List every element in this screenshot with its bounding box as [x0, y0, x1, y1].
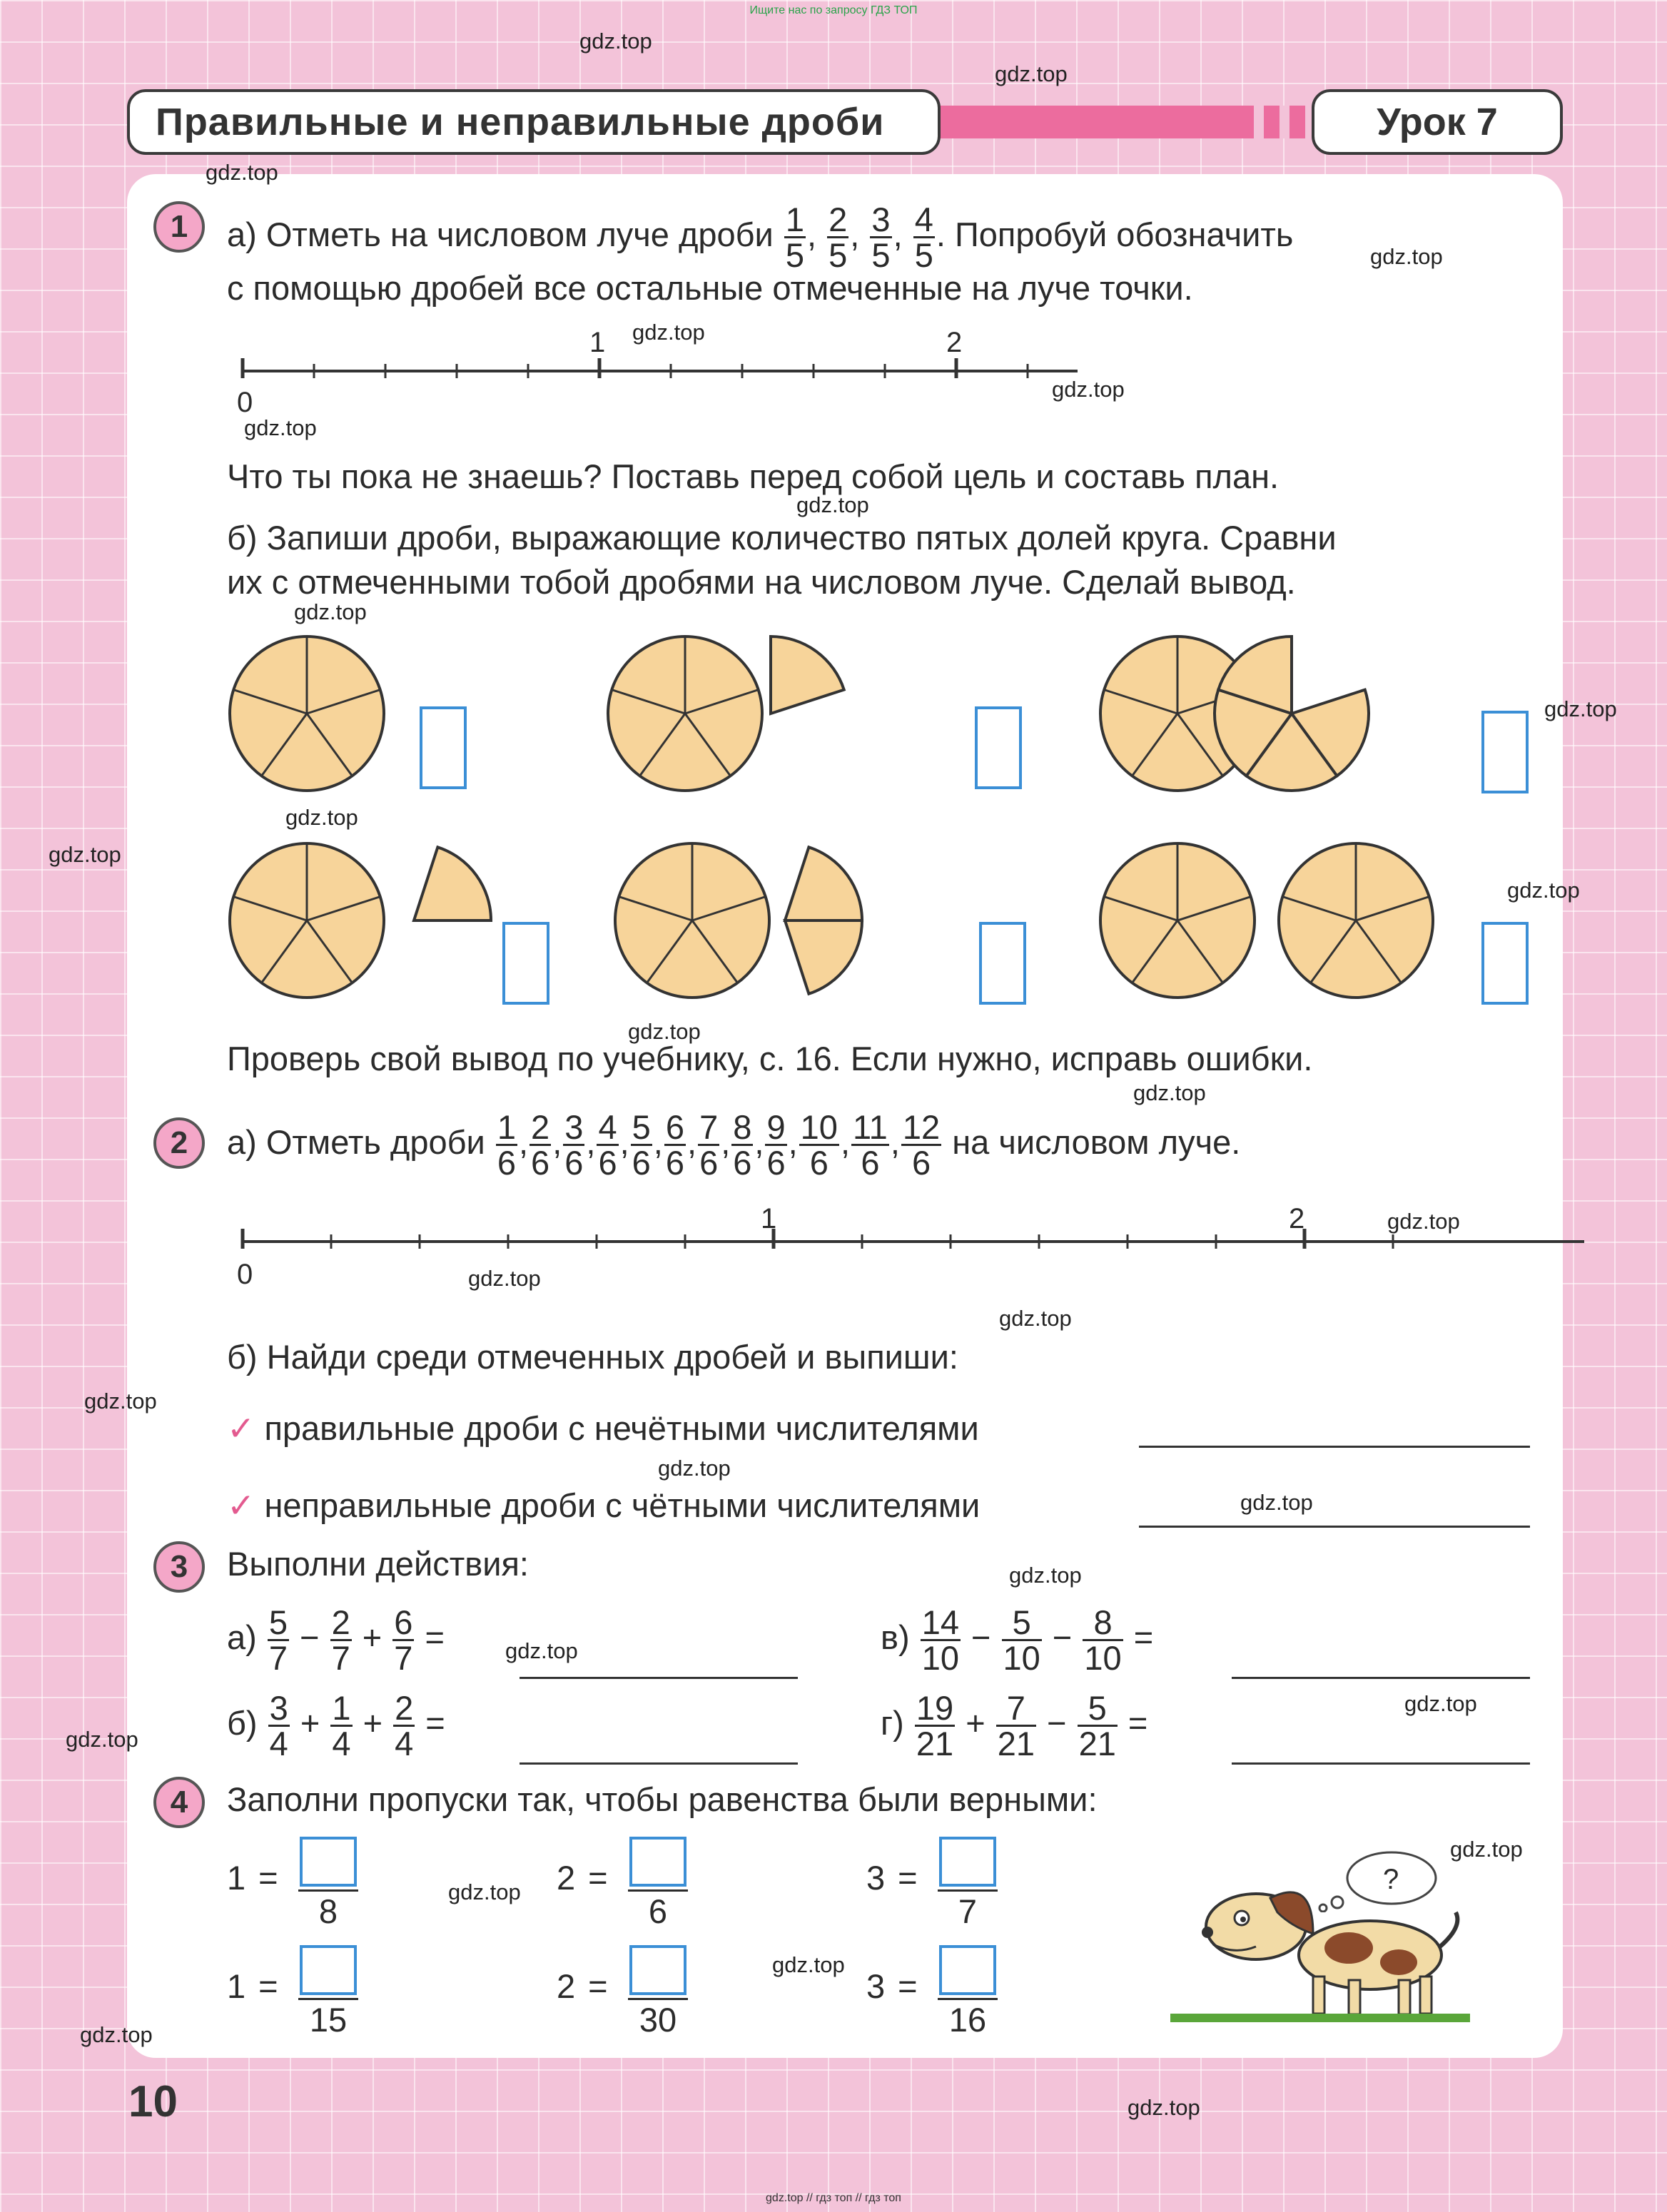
watermark: gdz.top: [1052, 377, 1125, 402]
watermark: gdz.top: [49, 842, 121, 867]
task1-a-prefix: а) Отметь на числовом луче дроби: [227, 215, 774, 253]
circles-figure: [214, 614, 1556, 1013]
numerator-box[interactable]: [300, 1837, 357, 1887]
task2-fractions: $\frac{1}{6}$ , $\frac{2}{6}$ , $\frac{3}{6}$ , $\frac{4}{6}$ , $\frac{5}{6}$ , $\frac{6}{6}$ , $\frac{7}{6}$ , $\frac{8}{6}$ , $\frac{9}{6}$ , $\frac{10}{6}$ , $\frac{11}{6}$ , $\frac{12}{6}$: [497, 1108, 941, 1182]
task1-question: Что ты пока не знаешь? Поставь перед собой цель и составь план.: [227, 457, 1280, 495]
fraction: $\frac{2}{4}$: [395, 1689, 414, 1762]
ray1-one: 1: [589, 327, 606, 358]
task2-b: б) Найди среди отмеченных дробей и выпиши:: [227, 1338, 958, 1376]
watermark: gdz.top: [1544, 696, 1617, 721]
numerator-box[interactable]: [629, 1945, 686, 1995]
numerator-box[interactable]: [300, 1945, 357, 1995]
fraction: $\frac{6}{6}$: [665, 1108, 684, 1182]
fill-in-fraction: 7: [938, 1837, 998, 1931]
answer-box-6[interactable]: [1481, 922, 1529, 1005]
fraction: $\frac{5}{10}$: [1003, 1603, 1040, 1677]
task1-a-line2: с помощью дробей все остальные отмеченные на луче точки.: [227, 269, 1193, 307]
task3-number: 3: [153, 1541, 205, 1593]
task1-number: 1: [153, 201, 205, 253]
ray-ticks: [243, 1229, 1393, 1249]
fraction: $\frac{10}{6}$: [800, 1108, 838, 1182]
fraction: $\frac{11}{6}$: [853, 1108, 888, 1182]
thought-question: ?: [1383, 1864, 1399, 1895]
check-icon: ✓: [227, 1486, 255, 1524]
watermark: gdz.top: [1370, 244, 1443, 269]
fraction: $\frac{5}{21}$: [1078, 1689, 1116, 1762]
header-stripes: [1238, 106, 1324, 138]
answer-line-3b[interactable]: [520, 1762, 798, 1765]
ray-ticks: [243, 358, 1028, 378]
answer-box-1[interactable]: [420, 706, 467, 789]
task1-check: Проверь свой вывод по учебнику, с. 16. Если нужно, исправь ошибки.: [227, 1040, 1313, 1077]
task4-number: 4: [153, 1777, 205, 1828]
task3-b: б) $\frac{3}{4}$ + $\frac{1}{4}$ + $\frac{2}{4}$ =: [227, 1689, 445, 1762]
answer-line-3a[interactable]: [520, 1677, 798, 1679]
watermark: gdz.top: [505, 1638, 578, 1663]
fraction: $\frac{12}{6}$: [902, 1108, 941, 1182]
top-notice: Ищите нас по запросу ГДЗ ТОП: [749, 4, 918, 16]
ray1-two: 2: [946, 327, 963, 358]
answer-box-2[interactable]: [975, 706, 1022, 789]
watermark: gdz.top: [999, 1306, 1072, 1331]
circle-sector: [414, 847, 491, 920]
watermark: gdz.top: [468, 1266, 541, 1291]
fraction: $\frac{19}{21}$: [916, 1689, 954, 1762]
answer-box-4[interactable]: [502, 922, 549, 1005]
watermark: gdz.top: [80, 2022, 153, 2047]
equality: 1 =: [227, 1859, 278, 1897]
fraction: $\frac{8}{10}$: [1084, 1603, 1122, 1677]
bottom-notice: gdz.top // гдз топ // гдз топ: [766, 2192, 901, 2204]
task2-b2-text: неправильные дроби с чётными числителями: [264, 1486, 981, 1524]
fraction: $\frac{2}{7}$: [331, 1603, 350, 1677]
fill-in-fraction: 16: [938, 1945, 998, 2039]
task4-title: Заполни пропуски так, чтобы равенства были верными:: [227, 1780, 1098, 1818]
watermark: gdz.top: [1009, 1563, 1082, 1588]
fraction: $\frac{8}{6}$: [733, 1108, 752, 1182]
watermark: gdz.top: [579, 29, 652, 54]
ray1-zero: 0: [237, 387, 253, 418]
watermark: gdz.top: [84, 1389, 157, 1414]
answer-line-3v[interactable]: [1232, 1677, 1530, 1679]
watermark: gdz.top: [66, 1727, 138, 1752]
answer-line-b2[interactable]: [1139, 1526, 1530, 1528]
watermark: gdz.top: [1507, 878, 1580, 903]
answer-box-5[interactable]: [979, 922, 1026, 1005]
ray2-two: 2: [1289, 1203, 1305, 1234]
watermark: gdz.top: [1133, 1080, 1206, 1105]
fraction: $\frac{4}{5}$: [914, 201, 933, 274]
numerator-box[interactable]: [939, 1945, 996, 1995]
watermark: gdz.top: [632, 320, 705, 345]
watermark: gdz.top: [1450, 1837, 1523, 1862]
fraction: $\frac{7}{6}$: [699, 1108, 719, 1182]
answer-line-3g[interactable]: [1232, 1762, 1530, 1765]
watermark: gdz.top: [285, 805, 358, 830]
task3-title: Выполни действия:: [227, 1545, 529, 1583]
watermark: gdz.top: [1404, 1691, 1477, 1716]
task2-b2: [227, 1486, 980, 1526]
watermark: gdz.top: [1128, 2095, 1200, 2120]
equality: 3 =: [866, 1967, 918, 2005]
task2-b1: [227, 1409, 979, 1449]
fraction: $\frac{9}{6}$: [766, 1108, 786, 1182]
numerator-box[interactable]: [939, 1837, 996, 1887]
fill-in-fraction: 30: [628, 1945, 688, 2039]
check-icon: ✓: [227, 1409, 255, 1447]
watermark: gdz.top: [244, 415, 317, 440]
equality: 1 =: [227, 1967, 278, 2005]
equality: 3 =: [866, 1859, 918, 1897]
watermark: gdz.top: [796, 492, 869, 517]
circle-sector: [785, 847, 862, 920]
watermark: gdz.top: [1240, 1490, 1313, 1515]
fraction: $\frac{5}{6}$: [632, 1108, 651, 1182]
watermark: gdz.top: [1387, 1209, 1460, 1234]
page-number: 10: [128, 2077, 178, 2126]
fraction: $\frac{3}{5}$: [871, 201, 891, 274]
task1-a-line1: а) Отметь на числовом луче дроби $\frac{1}{5}$ , $\frac{2}{5}$ , $\frac{3}{5}$ , $\frac{4}{5}$ . Попробуй обозначить: [227, 201, 1294, 274]
task3-v: в) $\frac{14}{10}$ − $\frac{5}{10}$ − $\frac{8}{10}$ =: [881, 1603, 1154, 1677]
fraction: $\frac{1}{6}$: [497, 1108, 516, 1182]
thought-bubble: [1313, 1848, 1441, 1912]
watermark: gdz.top: [448, 1879, 521, 1904]
task3-a: а) $\frac{5}{7}$ − $\frac{2}{7}$ + $\frac{6}{7}$ =: [227, 1603, 445, 1677]
watermark: gdz.top: [628, 1019, 701, 1044]
fraction: $\frac{1}{5}$: [785, 201, 805, 274]
lesson-label: Урок 7: [1312, 89, 1563, 155]
task2-b1-text: правильные дроби с нечётными числителями: [264, 1409, 979, 1447]
numerator-box[interactable]: [629, 1837, 686, 1887]
task2-number: 2: [153, 1117, 205, 1169]
answer-line-b1[interactable]: [1139, 1446, 1530, 1448]
fraction: $\frac{5}{7}$: [268, 1603, 288, 1677]
watermark: gdz.top: [294, 599, 367, 624]
fraction: $\frac{7}{21}$: [997, 1689, 1035, 1762]
watermark: gdz.top: [658, 1456, 731, 1481]
fraction: $\frac{4}{6}$: [598, 1108, 617, 1182]
fraction: $\frac{2}{6}$: [531, 1108, 550, 1182]
fraction: $\frac{3}{4}$: [269, 1689, 288, 1762]
equality: 2 =: [557, 1859, 608, 1897]
fill-in-fraction: 6: [628, 1837, 688, 1931]
fraction: $\frac{3}{6}$: [564, 1108, 584, 1182]
task3-g: г) $\frac{19}{21}$ + $\frac{7}{21}$ − $\frac{5}{21}$ =: [881, 1689, 1148, 1762]
fraction: $\frac{14}{10}$: [921, 1603, 959, 1677]
task1-b-line1: б) Запиши дроби, выражающие количество пятых долей круга. Сравни: [227, 519, 1337, 557]
circle-sector: [771, 636, 844, 714]
equality: 2 =: [557, 1967, 608, 2005]
answer-box-3[interactable]: [1481, 711, 1529, 793]
circle-sector: [785, 920, 862, 994]
task1-b-line2: их с отмеченными тобой дробями на числовом луче. Сделай вывод.: [227, 563, 1296, 601]
watermark: gdz.top: [995, 61, 1068, 86]
watermark: gdz.top: [772, 1952, 845, 1977]
fraction: $\frac{1}{4}$: [332, 1689, 351, 1762]
ray2-one: 1: [761, 1203, 777, 1234]
fill-in-fraction: 15: [298, 1945, 358, 2039]
task2-a-suffix: на числовом луче.: [952, 1122, 1241, 1161]
fifths-circles: [230, 636, 1433, 998]
task2-a-prefix: а) Отметь дроби: [227, 1122, 485, 1161]
fraction: $\frac{2}{5}$: [829, 201, 848, 274]
task1-a-suffix: Попробуй обозначить: [954, 215, 1294, 253]
task2-a-line: [227, 1108, 1241, 1182]
fraction: $\frac{6}{7}$: [394, 1603, 413, 1677]
fill-in-fraction: 8: [298, 1837, 358, 1931]
watermark: gdz.top: [206, 160, 278, 185]
page-title: Правильные и неправильные дроби: [127, 89, 941, 155]
ray2-zero: 0: [237, 1259, 253, 1290]
